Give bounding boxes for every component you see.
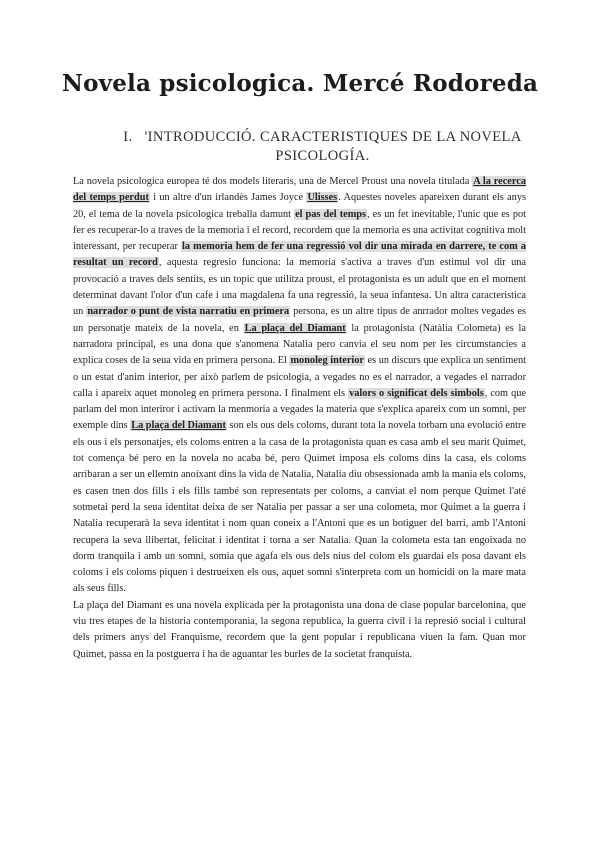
text-run: , aquesta regresio funciona: la memoria s'activa a traves d'un estimul vol dir una provocació a traves dels sentits, es un topic que utilitza proust, el protagonista es un adult que en el moment determinat davant l'olor d'un cafe i una magdalena fa una regressió, la seua infantesa. Un altra caracteristica un (73, 257, 526, 318)
highlight-proust-title: A la recerca del temps perdut (73, 176, 526, 204)
highlight-monoleg: monoleg interior (290, 355, 364, 367)
text-run: son els ous dels coloms, durant tota la novela torbam una evolució entre els ous i els personatjes, els coloms entren a la casa de la protagonista quan es casa amb el seu marit Quimet, tot comença bé pero en la novela no acaba bé, pero Quimet imposa els coloms dins la casa, els coloms arribaran a ser un ellemtn anoixant dins la vida de Natalia, Natalia diu obsessionada amb la mania els coloms, es casen tnen dos fills i els fills també son representats per coloms, a canviat el nom perque Quimet l'até sotmetai perd la seua identitat deixa de ser Natalia per passar a ser una colometa, mor Quimet a la guerra i Natalia recuperarà la seva identitat i nom quan coneix a l'Antoni que es un botiguer del barri, amb l'Antoni recupera la seva llibertat, felicitat i identitat i torna a ser Natalia. Quan la colometa esta tan engoixada no dorm tranquila i amb un somni, somia que agafa els ous dels nius del colom els guardai els posa davant els coloms i els coloms piquen i destrueixen els ous, aquet somni s'interpreta com un homicidi on la mare mata als seus fills. (73, 420, 526, 595)
text-run: , com que parlam del mon interiror i activam la menmoria a vegades la materia que s'explica apareix com un somni, per exemple dins (73, 387, 526, 432)
paragraph-2: La plaça del Diamant es una novela explicada per la protagonista una dona de clase popular barcelonina, que viu tres etapes de la historia contemporania, la segona republica, la guerra civil i la represió social i cultural dels primers anys del Franquisme, recordem que la gent popular i republicana viuen la fam. Quan mor Quimet, passa en la postguerra i ha de aguantar les burles de la societat franquista. (73, 599, 526, 660)
text-run: . Aquestes noveles apareixen durant els anys 20, el tema de la novela psicologica treballa damunt (73, 192, 526, 220)
text-run: La novela psicologica europea té dos models literaris, una de Mercel Proust una novela titulada (73, 176, 473, 187)
text-run: es un discurs que explica un sentiment o un estat d'anim interior, per això parlem de psicologia, a vegades no es el narrador, a vegades el narrador calla i apareix aquet monoleg en primera persona. I finalment els (73, 355, 526, 399)
text-run: la protagonista (Natàlia Colometa) es la narradora principal, es una dona que s'anomena Natalia pero canvia el seu nom per les circumstancies a explica coses de la seua vida en primera persona. El (73, 322, 526, 367)
highlight-narrador: narrador o punt de vista narratiu en primera (87, 306, 290, 318)
section-heading (120, 128, 525, 166)
section-title: 'INTRODUCCIÓ. CARACTERISTIQUES DE LA NOVELA PSICOLOGÍA. (144, 129, 522, 164)
text-run: , es un fet inevitable, l'unic que es pot fer es recuperar-lo a traves de la memoria i el record, recordem que la memoria es una activitat cognitiva molt interessant, per recuperar (73, 208, 526, 253)
highlight-placa-diamant-2: La plaça del Diamant (131, 420, 226, 432)
text-run: i un altre d'un irlandès James Joyce (149, 192, 307, 204)
highlight-ulisses: Ulisses (307, 192, 338, 204)
highlight-pas-del-temps: el pas del temps (295, 208, 367, 220)
highlight-simbols: valors o significat dels simbols (349, 387, 484, 399)
section-number: I. (123, 129, 133, 145)
document-title: Novela psicologica. Mercé Rodoreda (61, 70, 539, 97)
document-body (73, 174, 526, 663)
highlight-placa-diamant: La plaça del Diamant (244, 322, 346, 334)
highlight-memoria: la memoria hem de fer una regressió vol dir una mirada en darrere, te com a resultat un record (73, 241, 526, 269)
paragraph-1 (73, 174, 526, 598)
text-run: persona, es un altre tipus de anrrador moltes vegades es un personatje mateix de la novela, en (73, 306, 527, 334)
